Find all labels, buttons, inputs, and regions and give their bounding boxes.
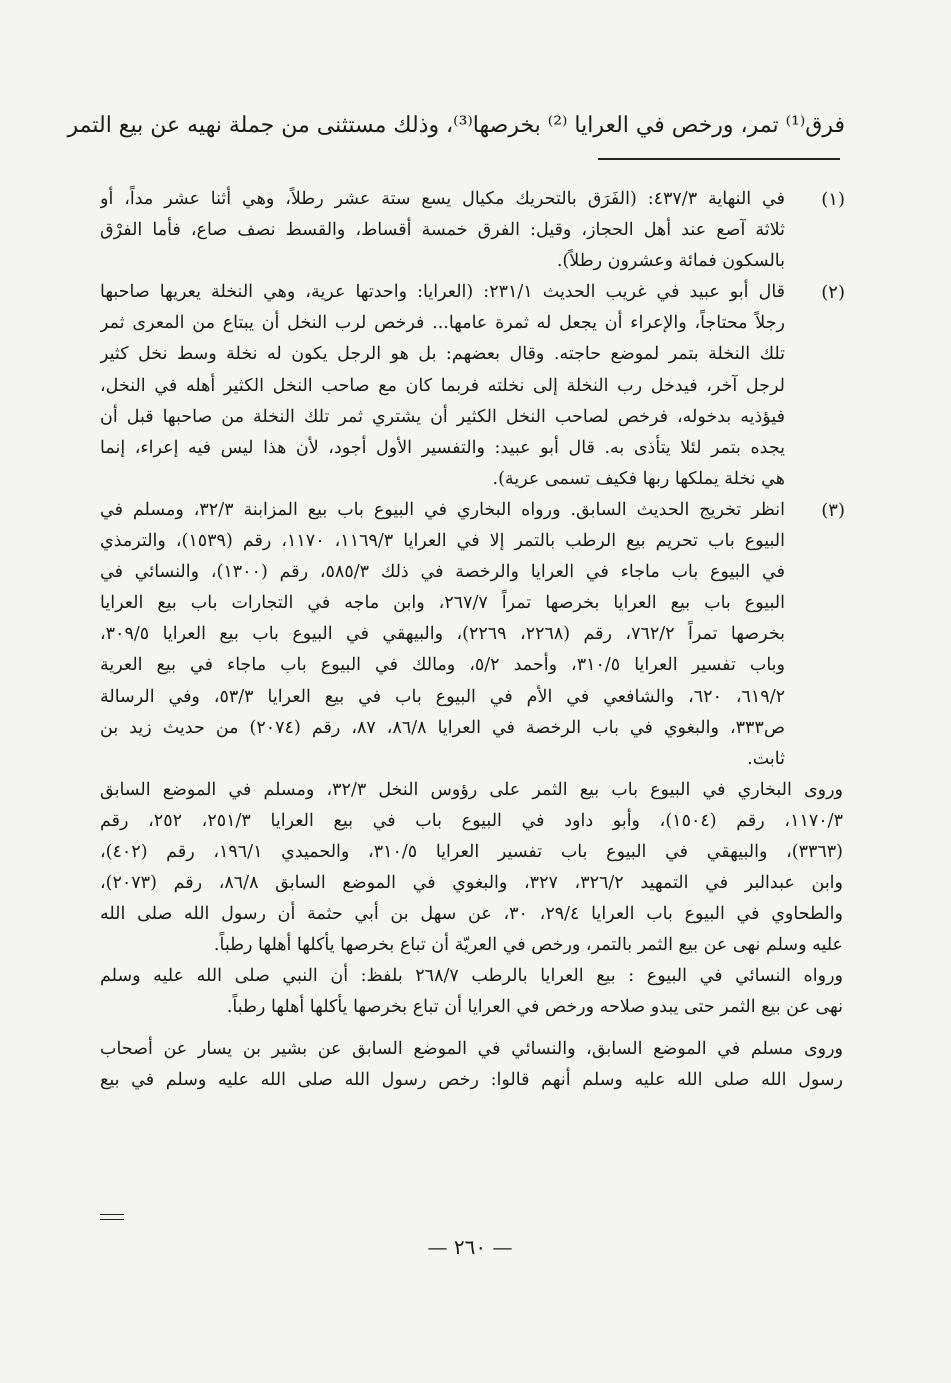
footnote-line: ثلاثة آصع عند أهل الحجاز، وقيل: الفرق خمسة أقساط، والقسط نصف صاع، فأما الفرْق — [100, 220, 785, 241]
footnote-paragraph — [100, 1034, 843, 1096]
footnote-line: ورواه النسائي في البيوع : بيع العرايا بالرطب ٢٦٨/٧ بلفظ: أن النبي صلى الله عليه وسلم — [100, 966, 843, 987]
footnote-line: في النهاية ٤٣٧/٣: (الفَرَق بالتحريك مكيال يسع ستة عشر رطلاً، وهي أثنا عشر مداً، أو — [100, 189, 785, 209]
footnotes-section — [100, 184, 843, 1096]
main-text-line: فرق⁽¹⁾ تمر، ورخص في العرايا ⁽²⁾ بخرصها⁽³⁾، وذلك مستثنى من جملة نهيه عن بيع التمر — [67, 113, 845, 138]
page-number: — ٢٦٠ — — [427, 1235, 513, 1259]
footnote-line: في البيوع باب ماجاء في العرايا والرخصة في ذلك ٥٨٥/٣، رقم (١٣٠٠)، والنسائي في — [100, 562, 785, 583]
footnote-line: وباب تفسير العرايا ٣١٠/٥، وأحمد ٥/٢، ومالك في البيوع باب ماجاء في بيع العرية — [100, 655, 785, 676]
footnote-2 — [100, 277, 843, 495]
footnote-line: بالسكون فمائة وعشرون رطلاً). — [556, 251, 785, 272]
footnote-line: قال أبو عبيد في غريب الحديث ٢٣١/١: (العرايا: واحدتها عرية، وهي النخلة يعريها صاحبها — [100, 282, 785, 303]
footnote-line: هي نخلة يملكها ربها فكيف تسمى عرية). — [492, 468, 785, 489]
footnote-line: البيوع باب بيع العرايا بخرصها تمراً ٢٦٧/٧، وابن ماجه في التجارات باب بيع العرايا — [100, 593, 785, 614]
footnote-line: لرجل آخر، فيدخل رب النخلة إلى نخلته فربما كان مع صاحب النخل الكثير أهله في النخل، — [100, 375, 785, 396]
footnote-number: (٢) — [821, 282, 845, 304]
footnote-paragraph — [100, 961, 843, 1023]
footnote-line: رجلاً محتاجاً، والإعراء أن يجعل له ثمرة عامها... فرخص لرب النخل أن يبتاع من المعرى ثمر — [100, 313, 785, 334]
footnote-line: انظر تخريج الحديث السابق. ورواه البخاري في البيوع باب بيع المزابنة ٣٢/٣، ومسلم في — [100, 499, 785, 520]
footnote-line: (٣٣٦٣)، والبيهقي في البيوع باب تفسير العرايا ٣١٠/٥، والحميدي ١٩٦/١، رقم (٤٠٢)، — [100, 841, 843, 862]
footnote-number: (١) — [821, 189, 845, 210]
footnote-line: ص٣٣٣، والبغوي في باب الرخصة في العرايا ٨٦/٨، ٨٧، رقم (٢٠٧٤) من حديث زيد بن — [100, 717, 785, 738]
main-text-rule — [598, 158, 840, 160]
footnote-line: نهى عن بيع الثمر حتى يبدو صلاحه ورخص في العرايا أن تباع بخرصها يأكلها أهلها رطباً. — [226, 997, 843, 1018]
footnote-line: وابن عبدالبر في التمهيد ٣٢٦/٢، ٣٢٧، والبغوي في الموضع السابق ٨٦/٨، رقم (٢٠٧٣)، — [100, 873, 843, 894]
continuation-mark — [100, 1214, 124, 1220]
footnote-line: يجده بتمر لئلا يتأذى به. قال أبو عبيد: والتفسير الأول أجود، لأن هذا ليس فيه إعراء، إنما — [100, 437, 785, 458]
footnote-3 — [100, 495, 843, 775]
footnote-line: رسول الله صلى الله عليه وسلم أنهم قالوا: رخص رسول الله صلى الله عليه وسلم في بيع — [100, 1069, 843, 1090]
footnote-line: والطحاوي في البيوع باب العرايا ٢٩/٤، ٣٠، عن سهل بن أبي حثمة أن رسول الله صلى الله — [100, 904, 843, 925]
footnote-line: ٦١٩/٢، ٦٢٠، والشافعي في الأم في البيوع باب في بيع العرايا ٥٣/٣، وفي الرسالة — [100, 686, 785, 707]
footnote-line: البيوع باب تحريم بيع الرطب بالتمر إلا في العرايا ١١٦٩/٣، ١١٧٠، رقم (١٥٣٩)، والترمذي — [100, 531, 785, 552]
footnote-number: (٣) — [821, 499, 845, 521]
footnote-line: وروى البخاري في البيوع باب بيع الثمر على رؤوس النخل ٣٢/٣، ومسلم في الموضع السابق — [100, 779, 843, 800]
footnote-line: ثابت. — [747, 748, 785, 769]
footnote-1 — [100, 184, 843, 277]
footnote-line: تلك النخلة بتمر لموضع حاجته. وقال بعضهم: بل هو الرجل يكون له نخلة وسط نخل كثير — [100, 344, 785, 365]
footnote-line: بخرصها تمراً ٧٦٢/٢، رقم (٢٢٦٨، ٢٢٦٩)، والبيهقي في البيوع باب بيع العرايا ٣٠٩/٥، — [100, 624, 785, 645]
footnote-line: ١١٧٠/٣، رقم (١٥٠٤)، وأبو داود في البيوع باب في بيع العرايا ٢٥١/٣، ٢٥٢، رقم — [100, 810, 843, 831]
footnote-line: عليه وسلم نهى عن بيع الثمر بالتمر، ورخص في العريّة أن تباع بخرصها يأكلها أهلها رطباً. — [213, 935, 843, 956]
footnote-paragraph — [100, 775, 843, 962]
footnote-line: وروى مسلم في الموضع السابق، والنسائي في الموضع السابق عن بشير بن يسار عن أصحاب — [100, 1038, 843, 1059]
footnote-line: فيؤذيه بدخوله، فرخص لصاحب النخل الكثير أن يشتري ثمر تلك النخلة من صاحبها قبل أن — [100, 406, 785, 427]
